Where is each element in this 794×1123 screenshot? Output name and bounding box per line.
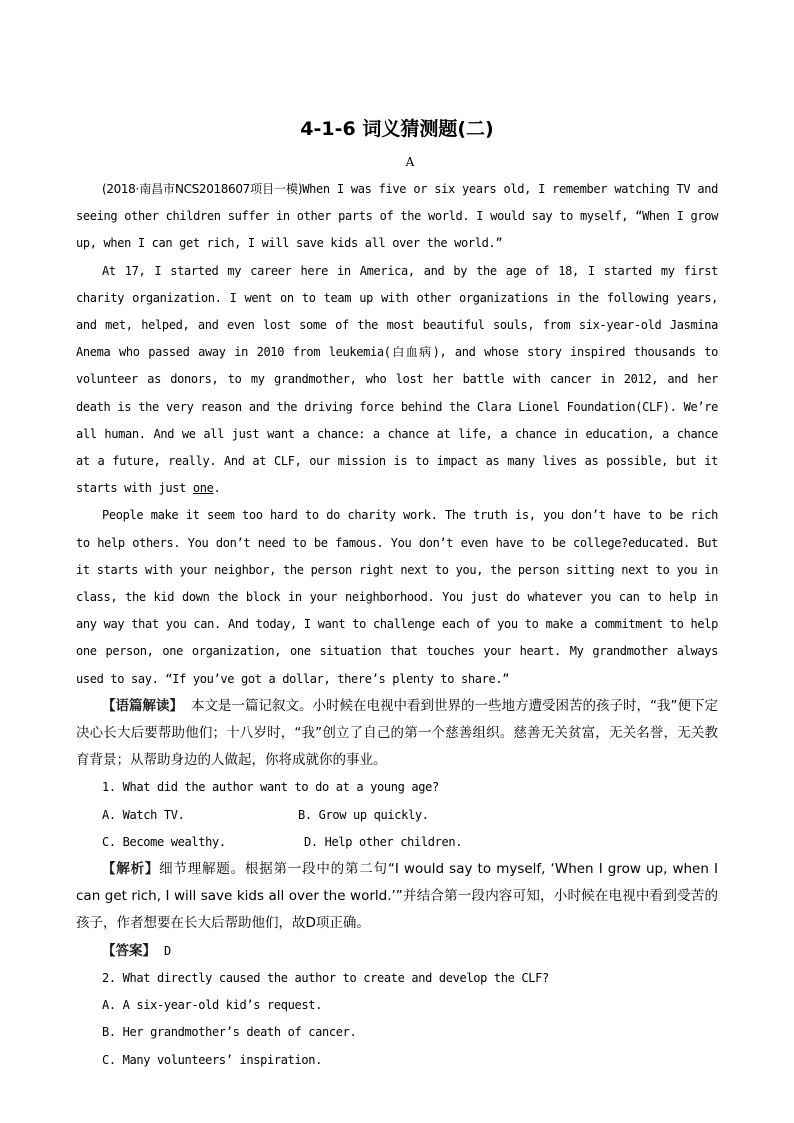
analysis-text: 本文是一篇记叙文。小时候在电视中看到世界的一些地方遭受困苦的孩子时，“我”便下定决心长大后要帮助他们；十八岁时，“我”创立了自己的第一个慈善组织。慈善无关贫富，无关名誉，无关教育背景；从帮助身边的人做起，你将成就你的事业。 (76, 697, 718, 769)
paragraph-1-text: When I was five or six years old, I remember watching TV and seeing other children suffer in other parts of the world. I would say to myself, “When I grow up, when I can get rich, I will save kids all over the world.” (76, 182, 718, 251)
document-body (76, 176, 718, 1074)
question-2-option-c: C. Many volunteers’ inspiration. (102, 1052, 322, 1067)
paragraph-2-text: At 17, I started my career here in America, and by the age of 18, I started my first charity organization. I went on to team up with other organizations in the following years, and met, helped, and even lost some of the most beautiful souls, from six-year-old Jasmina Anema who passed away in 2010 from leukemia(白血病), and whose story inspired thousands to volunteer as donors, to my grandmother, who lost her battle with cancer in 2012, and her death is the very reason and the driving force behind the Clara Lionel Foundation(CLF). We’re all human. And we all just want a chance: a chance at life, a chance in education, a chance at a future, really. And at CLF, our mission is to impact as many lives as possible, but it starts with just (76, 263, 718, 496)
passage-paragraph-2 (76, 258, 718, 503)
question-1-answer (76, 938, 718, 965)
answer-label: 【答案】 (102, 942, 156, 959)
passage-source: (2018·南昌市NCS2018607项目一模) (102, 182, 303, 196)
passage-paragraph-1 (76, 176, 718, 258)
question-1-explanation (76, 856, 718, 938)
question-1-stem: 1. What did the author want to do at a young age? (102, 780, 439, 795)
underlined-word: one (192, 481, 214, 496)
question-1-option-b: B. Grow up quickly. (298, 807, 429, 822)
explanation-text: 细节理解题。根据第一段中的第二句“I would say to myself, ‘When I grow up, when I can get rich, I will save kids all over the world.’”并结合第一段内容可知，小时候在电视中看到受苦的孩子，作者想要在长大后帮助他们，故D项正确。 (76, 861, 718, 932)
answer-value: D (164, 943, 171, 958)
paragraph-2-end: . (213, 481, 221, 496)
paragraph-3-text: People make it seem too hard to do charity work. The truth is, you don’t have to be rich to help others. You don’t need to be famous. You don’t even have to be college?educated. But it starts with your neighbor, the person right next to you, the person sitting next to you in class, the kid down the block in your neighborhood. You just do whatever you can to help in any way that you can. And today, I want to challenge each of you to make a commitment to help one person, one organization, one situation that touches your heart. My grandmother always used to say. “If you’ve got a dollar, there’s plenty to share.” (76, 508, 718, 686)
question-1-option-d: D. Help other children. (304, 834, 463, 849)
question-1-options-row-1 (76, 802, 718, 829)
analysis-paragraph (76, 693, 718, 775)
question-2-option-a: A. A six-year-old kid’s request. (102, 998, 322, 1013)
question-1-options-row-2 (76, 829, 718, 856)
page-title: 4-1-6 词义猜测题(二) (300, 118, 494, 140)
question-2-option-b: B. Her grandmother’s death of cancer. (102, 1025, 357, 1040)
explanation-label: 【解析】 (102, 861, 160, 878)
passage-paragraph-3 (76, 502, 718, 692)
section-label: A (405, 155, 415, 169)
question-1-option-c: C. Become wealthy. (102, 834, 226, 849)
analysis-label: 【语篇解读】 (102, 697, 183, 714)
question-1-option-a: A. Watch TV. (102, 807, 185, 822)
question-2-stem: 2. What directly caused the author to create and develop the CLF? (102, 970, 549, 985)
